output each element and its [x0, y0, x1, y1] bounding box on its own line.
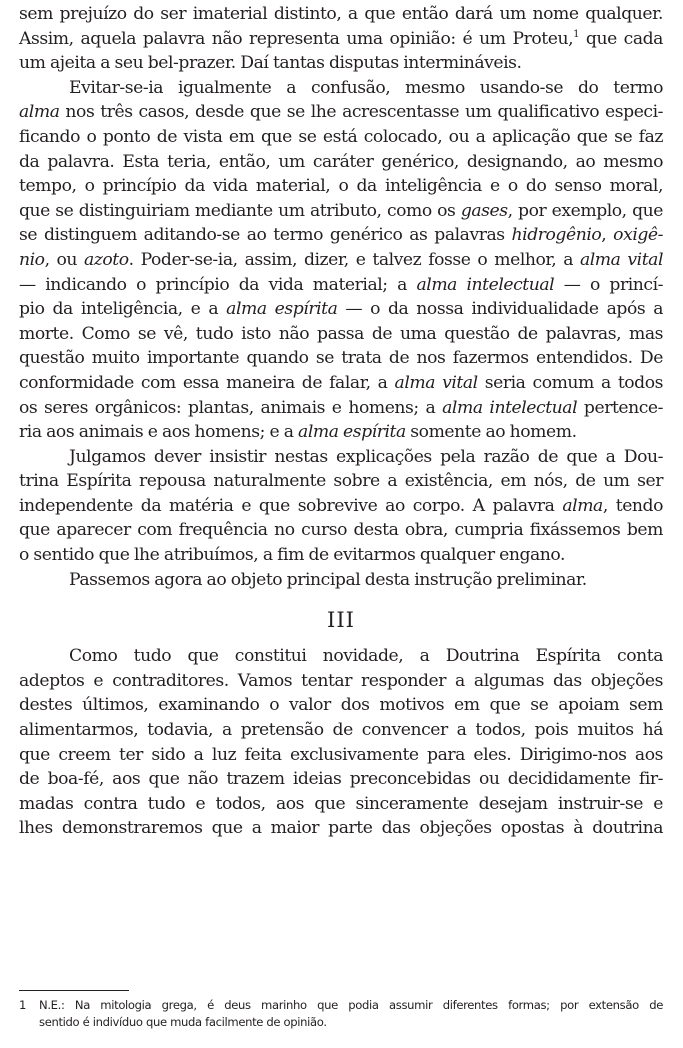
text-line [19, 125, 663, 150]
text-run: tempo, o princípio da vida material, o da inteligência e o do senso moral, [19, 176, 663, 197]
text-line [19, 396, 663, 421]
footnote-divider [19, 990, 129, 991]
footnote-line [19, 1014, 663, 1031]
footnote-text: sentido é indivíduo que muda facilmente de opinião. [39, 1014, 327, 1029]
text-line [19, 420, 663, 445]
italic-term: alma intelectual [442, 397, 578, 418]
text-run: os seres orgânicos: plantas, animais e homens; a [19, 397, 443, 418]
italic-term: azoto [84, 249, 129, 270]
text-line [19, 150, 663, 175]
text-line [19, 273, 663, 298]
text-run: adeptos e contraditores. Vamos tentar responder a algumas das objeções [19, 670, 663, 691]
italic-term: alma intelectual [416, 274, 555, 295]
text-run: III [327, 608, 355, 633]
text-line [19, 568, 663, 593]
text-run: nos três casos, desde que se lhe acrescentasse um qualificativo especi- [59, 102, 663, 123]
text-line [19, 445, 663, 470]
text-run: . Poder-se-ia, assim, dizer, e talvez fosse o melhor, a [128, 249, 580, 270]
italic-term: alma vital [579, 249, 663, 270]
text-run: ficando o ponto de vista em que se está colocado, ou a aplicação que se faz [19, 126, 663, 147]
text-line [19, 816, 663, 841]
italic-term: alma vital [394, 372, 478, 393]
text-run: Passemos agora ao objeto principal desta instrução preliminar. [69, 569, 587, 590]
text-run: , por exemplo, que [507, 200, 663, 221]
text-run: questão muito importante quando se trata de nos fazermos entendidos. De [19, 348, 663, 369]
text-run: de boa-fé, aos que não trazem ideias preconcebidas ou decididamente fir- [19, 769, 663, 790]
text-line [19, 469, 663, 494]
text-run: seria comum a todos [477, 372, 663, 393]
text-line [19, 248, 663, 273]
text-run: Como tudo que constitui novidade, a Doutrina Espírita conta [69, 646, 663, 667]
text-run: madas contra tudo e todos, aos que sinceramente desejam instruir-se e [19, 793, 663, 814]
text-line [19, 718, 663, 743]
text-line [19, 322, 663, 347]
text-line [19, 518, 663, 543]
text-run: , ou [44, 249, 84, 270]
text-run: da palavra. Esta teria, então, um caráter genérico, designando, ao mesmo [19, 151, 663, 172]
text-run: independente da matéria e que sobrevive ao corpo. A palavra [19, 495, 563, 516]
italic-term: nio [19, 249, 45, 270]
footnote-text: N.E.: Na mitologia grega, é deus marinho que podia assumir diferentes formas; por extensão de [39, 998, 663, 1012]
text-run: que cada [579, 28, 663, 49]
text-line [19, 693, 663, 718]
text-line [19, 100, 663, 125]
text-line [19, 51, 663, 76]
text-run: alimentarmos, todavia, a pretensão de convencer a todos, pois muitos há [19, 720, 663, 741]
text-run: , tendo [602, 495, 663, 516]
italic-term: alma [19, 102, 60, 123]
text-run: — o princí- [554, 274, 663, 295]
footnote-marker: 1 [19, 998, 27, 1012]
footnote-line [19, 997, 663, 1014]
section-heading [19, 608, 663, 632]
text-run: Assim, aquela palavra não representa uma opinião: é um Proteu, [19, 28, 574, 49]
text-line [19, 76, 663, 101]
text-run: se distinguem aditando-se ao termo genérico as palavras [19, 225, 512, 246]
text-run: conformidade com essa maneira de falar, a [19, 372, 395, 393]
text-run: trina Espírita repousa naturalmente sobre a existência, em nós, de um ser [19, 471, 663, 492]
italic-term: gases [460, 200, 508, 221]
page-body [19, 2, 663, 841]
text-line [19, 743, 663, 768]
text-run: Julgamos dever insistir nestas explicações pela razão de que a Dou- [69, 446, 663, 467]
italic-term: alma espírita [226, 299, 338, 320]
text-run: somente ao homem. [405, 422, 577, 443]
text-run: , [601, 225, 614, 246]
italic-term: hidrogênio [511, 225, 602, 246]
footnote [19, 997, 663, 1030]
text-line [19, 371, 663, 396]
text-run: que creem ter sido a luz feita exclusivamente para eles. Dirigimo-nos aos [19, 744, 663, 765]
text-run: lhes demonstraremos que a maior parte das objeções opostas à doutrina [19, 818, 663, 839]
text-run: sem prejuízo do ser imaterial distinto, a que então dará um nome qualquer. [19, 4, 663, 24]
footnote-reference: 1 [573, 28, 580, 40]
text-line [19, 543, 663, 568]
text-line [19, 297, 663, 322]
text-run: — indicando o princípio da vida material; a [19, 274, 417, 295]
text-run: — o da nossa individualidade após a [337, 299, 663, 320]
text-run: um ajeita a seu bel-prazer. Daí tantas disputas intermináveis. [19, 53, 522, 74]
text-line [19, 27, 663, 52]
text-line [19, 346, 663, 371]
text-line [19, 644, 663, 669]
text-run: ria aos animais e aos homens; e a [19, 422, 299, 443]
text-run: destes últimos, examinando o valor dos motivos em que se apoiam sem [19, 695, 663, 716]
text-run: pertence- [577, 397, 664, 418]
text-run: o sentido que lhe atribuímos, a fim de evitarmos qualquer engano. [19, 545, 566, 566]
text-line [19, 767, 663, 792]
italic-term: oxigê- [613, 225, 663, 246]
text-run: que aparecer com frequência no curso desta obra, cumpria fixássemos bem [19, 520, 663, 541]
text-run: que se distinguiriam mediante um atributo, como os [19, 200, 461, 221]
text-line [19, 669, 663, 694]
text-line [19, 792, 663, 817]
italic-term: alma espírita [298, 422, 406, 443]
text-line [19, 494, 663, 519]
text-line [19, 2, 663, 27]
text-line [19, 174, 663, 199]
italic-term: alma [562, 495, 603, 516]
text-line [19, 223, 663, 248]
text-line [19, 199, 663, 224]
text-run: Evitar-se-ia igualmente a confusão, mesmo usando-se do termo [69, 77, 663, 98]
text-run: morte. Como se vê, tudo isto não passa de uma questão de palavras, mas [19, 323, 663, 344]
text-run: pio da inteligência, e a [19, 299, 227, 320]
